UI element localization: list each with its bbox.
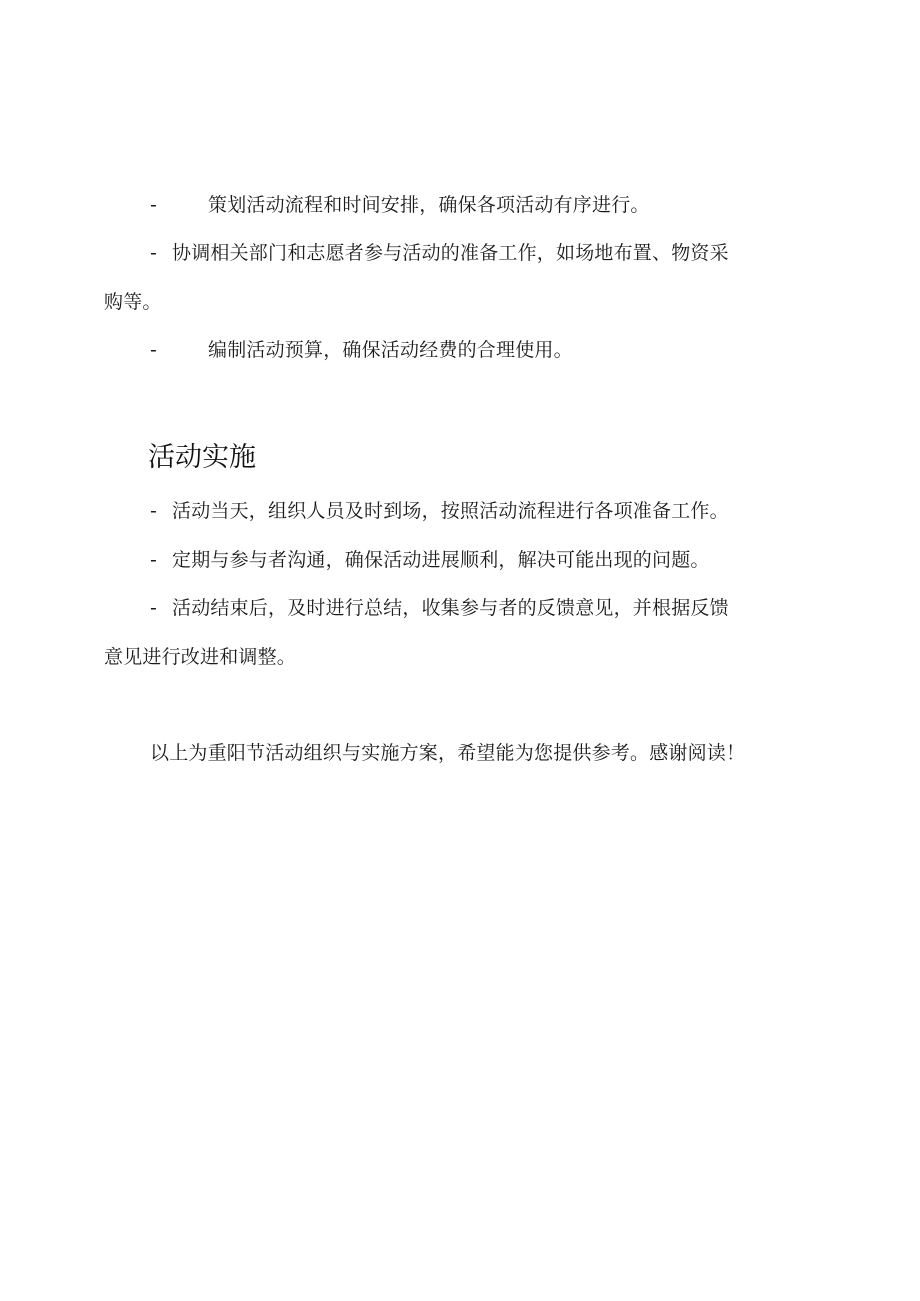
list-dash: - [150,597,158,619]
list-dash: - [150,500,158,522]
list-item-text: 定期与参与者沟通，确保活动进展顺利，解决可能出现的问题。 [172,549,710,571]
list-item-text: 协调相关部门和志愿者参与活动的准备工作，如场地布置、物资采 [172,242,729,264]
list-item-text: 策划活动流程和时间安排，确保各项活动有序进行。 [208,194,650,216]
list-item [150,193,650,217]
list-item-continuation [104,290,162,314]
list-item-text: 购等。 [104,291,162,313]
list-item-continuation [104,645,296,669]
list-dash: - [150,549,158,571]
closing-paragraph: 以上为重阳节活动组织与实施方案，希望能为您提供参考。感谢阅读！ [150,742,746,764]
list-item-text: 意见进行改进和调整。 [104,646,297,668]
section-heading: 活动实施 [148,442,256,473]
list-item-text: 活动当天，组织人员及时到场，按照活动流程进行各项准备工作。 [172,500,729,522]
list-item [150,596,729,620]
list-item-text: 编制活动预算，确保活动经费的合理使用。 [208,339,573,361]
list-item [150,338,573,362]
list-dash: - [150,194,158,216]
list-item [150,499,729,523]
list-dash: - [150,242,158,264]
list-dash: - [150,339,158,361]
list-item-text: 活动结束后，及时进行总结，收集参与者的反馈意见，并根据反馈 [172,597,729,619]
list-item [150,241,729,265]
list-item [150,548,710,572]
